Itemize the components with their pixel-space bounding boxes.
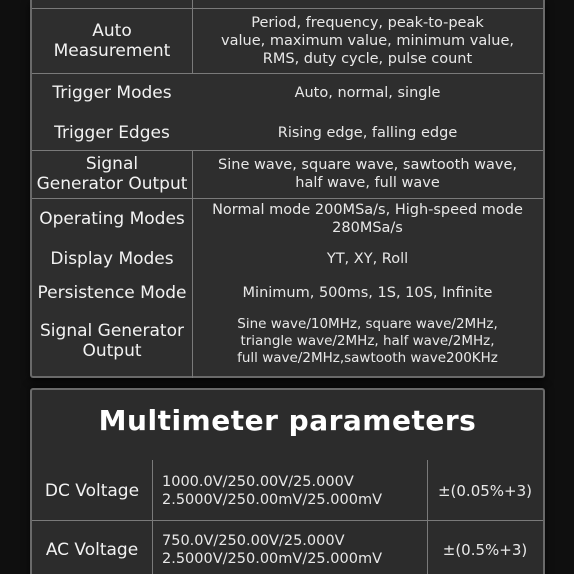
spec-label: Signal Generator Output (40, 321, 184, 361)
multimeter-row-ac-voltage (32, 521, 543, 574)
measurement-ranges: 1000.0V/250.00V/25.000V 2.5000V/250.00mV/25.000mV (162, 474, 382, 508)
spec-row-auto-measurement (32, 8, 543, 73)
spec-row-persistence-mode (32, 276, 543, 310)
measurement-ranges: 750.0V/250.00V/25.000V 2.5000V/250.00mV/25.000mV (162, 533, 382, 567)
spec-label: Operating Modes (39, 209, 185, 229)
spec-row-signal-generator-output-freq (32, 310, 543, 372)
measurement-label: DC Voltage (44, 481, 140, 501)
spec-value: YT, XY, Roll (326, 251, 409, 267)
spec-label: Signal Generator Output (36, 154, 188, 194)
multimeter-parameters-panel (30, 388, 545, 574)
spec-value: Sine wave, square wave, sawtooth wave, half wave, full wave (218, 157, 517, 191)
multimeter-row-dc-voltage (32, 462, 543, 520)
spec-value: Minimum, 500ms, 1S, 10S, Infinite (242, 285, 493, 301)
spec-label: Trigger Modes (52, 83, 172, 103)
spec-value: Period, frequency, peak-to-peak value, maximum value, minimum value, RMS, duty cycle, pulse count (221, 14, 514, 67)
spec-row-operating-modes (32, 198, 543, 240)
row-divider (32, 73, 543, 74)
spec-label: Display Modes (50, 249, 174, 269)
spec-row-signal-generator-output (32, 150, 543, 198)
spec-label: Trigger Edges (54, 123, 170, 143)
spec-value: Auto, normal, single (294, 85, 441, 101)
spec-row-trigger-modes (32, 76, 543, 110)
spec-value: Sine wave/10MHz, square wave/2MHz, triangle wave/2MHz, half wave/2MHz, full wave/2MHz,sawtooth wave200KHz (237, 315, 498, 366)
oscilloscope-spec-table (30, 0, 545, 378)
multimeter-title: Multimeter parameters (98, 404, 477, 437)
measurement-accuracy: ±(0.05%+3) (437, 482, 533, 500)
spec-row-display-modes (32, 242, 543, 276)
measurement-label: AC Voltage (45, 540, 139, 560)
spec-label: Auto Measurement (53, 20, 171, 61)
spec-value: Normal mode 200MSa/s, High-speed mode 280MSa/s (212, 202, 523, 236)
spec-label: Persistence Mode (37, 283, 187, 303)
spec-row-trigger-edges (32, 116, 543, 150)
measurement-accuracy: ±(0.5%+3) (442, 541, 528, 559)
spec-value: Rising edge, falling edge (277, 125, 458, 141)
